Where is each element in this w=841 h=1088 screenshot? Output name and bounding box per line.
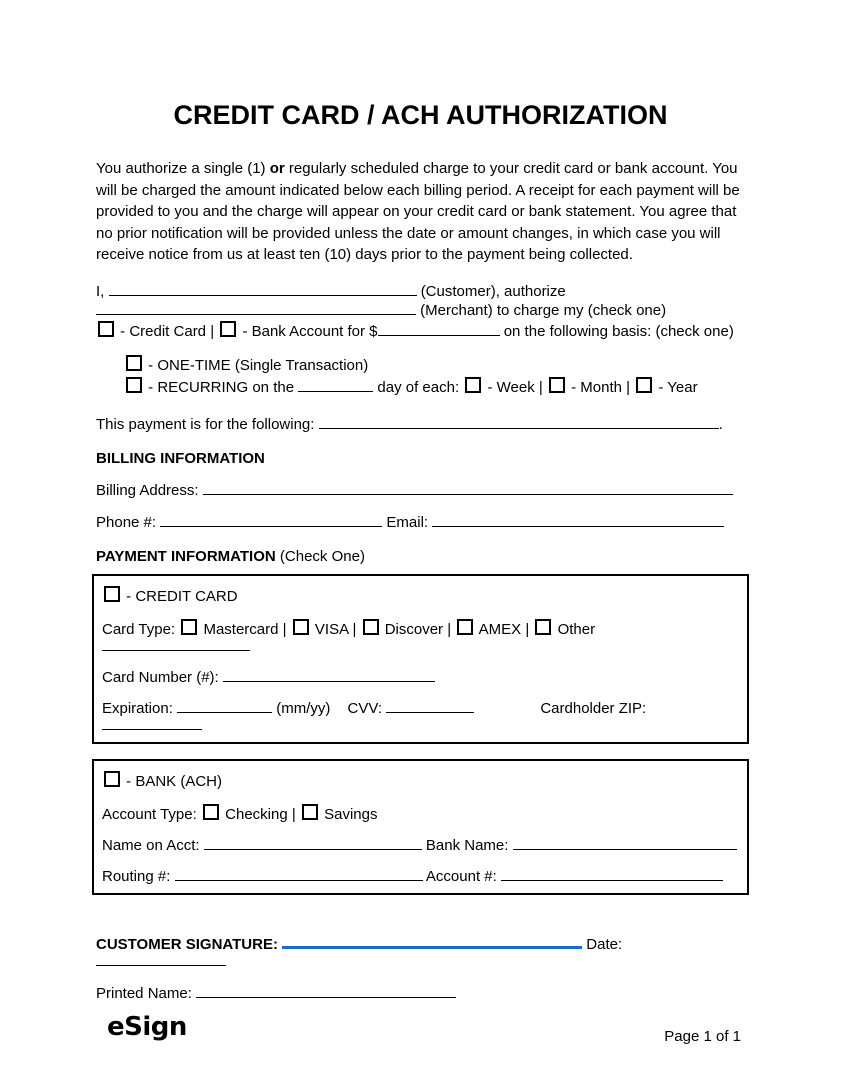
discover-checkbox[interactable] <box>363 619 379 635</box>
routing-account-line <box>102 868 739 885</box>
frequency-options-block <box>124 355 745 398</box>
name-bank-line <box>102 837 739 854</box>
recurring-checkbox[interactable] <box>126 377 142 393</box>
card-number-line <box>102 669 739 686</box>
week-label: - Week <box>487 378 535 396</box>
bank-ach-section-checkbox[interactable] <box>104 771 120 787</box>
payment-information-note: (Check One) <box>279 547 365 565</box>
card-type-label: Card Type: <box>102 620 176 638</box>
credit-card-checkbox[interactable] <box>98 321 114 337</box>
account-type-label: Account Type: <box>102 805 197 823</box>
charge-method-line <box>96 321 745 342</box>
cardholder-zip-label: Cardholder ZIP: <box>540 699 647 717</box>
printed-name-label: Printed Name: <box>96 984 192 1002</box>
one-time-line <box>124 355 745 377</box>
other-card-checkbox[interactable] <box>535 619 551 635</box>
month-label: - Month <box>571 378 622 396</box>
name-on-acct-field[interactable] <box>204 846 422 850</box>
date-label: Date: <box>586 935 623 953</box>
bank-name-label: Bank Name: <box>425 836 509 854</box>
email-field[interactable] <box>432 523 724 527</box>
customer-signature-field[interactable] <box>282 942 582 949</box>
phone-field[interactable] <box>160 523 382 527</box>
customer-suffix-label: (Customer), authorize <box>420 282 566 300</box>
routing-number-label: Routing #: <box>102 867 171 885</box>
page-title: CREDIT CARD / ACH AUTHORIZATION <box>173 100 668 130</box>
billing-address-line <box>96 482 745 499</box>
recurring-day-field[interactable] <box>298 388 373 392</box>
separator-pipe: | <box>525 620 530 638</box>
intro-text-bold-or: or <box>269 160 285 177</box>
billing-address-label: Billing Address: <box>96 481 199 499</box>
intro-text-start: You authorize a single (1) <box>96 160 270 177</box>
credit-card-box <box>92 574 749 744</box>
visa-checkbox[interactable] <box>293 619 309 635</box>
cvv-label: CVV: <box>347 699 382 717</box>
bank-account-option-label: - Bank Account for $ <box>242 322 378 340</box>
month-checkbox[interactable] <box>549 377 565 393</box>
signature-line <box>96 936 745 970</box>
customer-line <box>96 283 745 302</box>
email-label: Email: <box>386 513 429 531</box>
year-checkbox[interactable] <box>636 377 652 393</box>
customer-signature-label: CUSTOMER SIGNATURE: <box>96 935 278 953</box>
expiration-format-hint: (mm/yy) <box>276 699 331 717</box>
bank-box-title-line <box>102 771 739 790</box>
charge-amount-field[interactable] <box>378 332 500 336</box>
payment-information-heading <box>96 548 745 565</box>
payment-purpose-period: . <box>718 415 723 433</box>
account-number-field[interactable] <box>501 877 723 881</box>
esign-logo: eSign <box>107 1012 187 1042</box>
credit-card-option-label: - Credit Card <box>120 322 207 340</box>
amex-label: AMEX <box>478 620 522 638</box>
phone-label: Phone #: <box>96 513 157 531</box>
date-field[interactable] <box>96 962 226 966</box>
checking-label: Checking <box>225 805 288 823</box>
credit-card-section-label: - CREDIT CARD <box>126 587 238 605</box>
name-on-acct-label: Name on Acct: <box>102 836 200 854</box>
amex-checkbox[interactable] <box>457 619 473 635</box>
routing-number-field[interactable] <box>175 877 423 881</box>
other-card-label: Other <box>557 620 596 638</box>
card-number-label: Card Number (#): <box>102 668 219 686</box>
checking-checkbox[interactable] <box>203 804 219 820</box>
mastercard-checkbox[interactable] <box>181 619 197 635</box>
savings-checkbox[interactable] <box>302 804 318 820</box>
billing-information-heading: BILLING INFORMATION <box>96 449 265 467</box>
recurring-line <box>124 377 745 399</box>
merchant-suffix-label: (Merchant) to charge my (check one) <box>420 301 667 319</box>
day-of-each-label: day of each: <box>377 378 460 396</box>
separator-pipe: | <box>291 805 296 823</box>
cardholder-zip-field[interactable] <box>102 726 202 730</box>
payment-purpose-line <box>96 416 745 433</box>
recurring-label: - RECURRING on the <box>148 378 295 396</box>
separator-pipe: | <box>626 378 631 396</box>
week-checkbox[interactable] <box>465 377 481 393</box>
year-label: - Year <box>658 378 698 396</box>
phone-email-line <box>96 514 745 531</box>
separator-pipe: | <box>210 322 215 340</box>
customer-name-field[interactable] <box>109 292 417 296</box>
expiration-field[interactable] <box>177 709 272 713</box>
one-time-checkbox[interactable] <box>126 355 142 371</box>
expiration-label: Expiration: <box>102 699 173 717</box>
printed-name-field[interactable] <box>196 994 456 998</box>
basis-suffix-label: on the following basis: (check one) <box>503 322 734 340</box>
other-card-field[interactable] <box>102 647 250 651</box>
cvv-field[interactable] <box>386 709 474 713</box>
card-type-line <box>102 619 739 655</box>
account-number-label: Account #: <box>425 867 497 885</box>
payment-purpose-field[interactable] <box>319 425 719 429</box>
merchant-line <box>96 302 745 321</box>
page-number: Page 1 of 1 <box>664 1028 741 1045</box>
account-type-line <box>102 804 739 823</box>
bank-account-checkbox[interactable] <box>220 321 236 337</box>
printed-name-line <box>96 985 745 1002</box>
i-prefix-label: I, <box>96 282 105 300</box>
intro-paragraph <box>96 158 746 266</box>
merchant-name-field[interactable] <box>96 311 416 315</box>
billing-address-field[interactable] <box>203 491 733 495</box>
bank-ach-box <box>92 759 749 895</box>
discover-label: Discover <box>384 620 444 638</box>
payment-information-title: PAYMENT INFORMATION <box>96 547 276 565</box>
credit-card-section-checkbox[interactable] <box>104 586 120 602</box>
mastercard-label: Mastercard <box>203 620 279 638</box>
separator-pipe: | <box>352 620 357 638</box>
expiration-line <box>102 700 739 734</box>
credit-card-box-title-line <box>102 586 739 605</box>
one-time-label: - ONE-TIME (Single Transaction) <box>148 357 369 375</box>
card-number-field[interactable] <box>223 678 435 682</box>
visa-label: VISA <box>314 620 349 638</box>
separator-pipe: | <box>282 620 287 638</box>
intro-text-end: regularly scheduled charge to your credit card or bank account. You will be charged the amount indicated below each billing period. A receipt for each payment will be provided to you and the charge will appear on your credit card or bank statement. You agree that no prior notification will be provided unless the date or amount changes, in which case you will receive notice from us at least ten (10) days prior to the payment being collected. <box>96 160 740 264</box>
bank-name-field[interactable] <box>513 846 737 850</box>
savings-label: Savings <box>324 805 378 823</box>
payment-purpose-label: This payment is for the following: <box>96 415 315 433</box>
bank-ach-section-label: - BANK (ACH) <box>126 772 223 790</box>
separator-pipe: | <box>447 620 452 638</box>
separator-pipe: | <box>538 378 543 396</box>
authorization-block <box>96 283 745 341</box>
